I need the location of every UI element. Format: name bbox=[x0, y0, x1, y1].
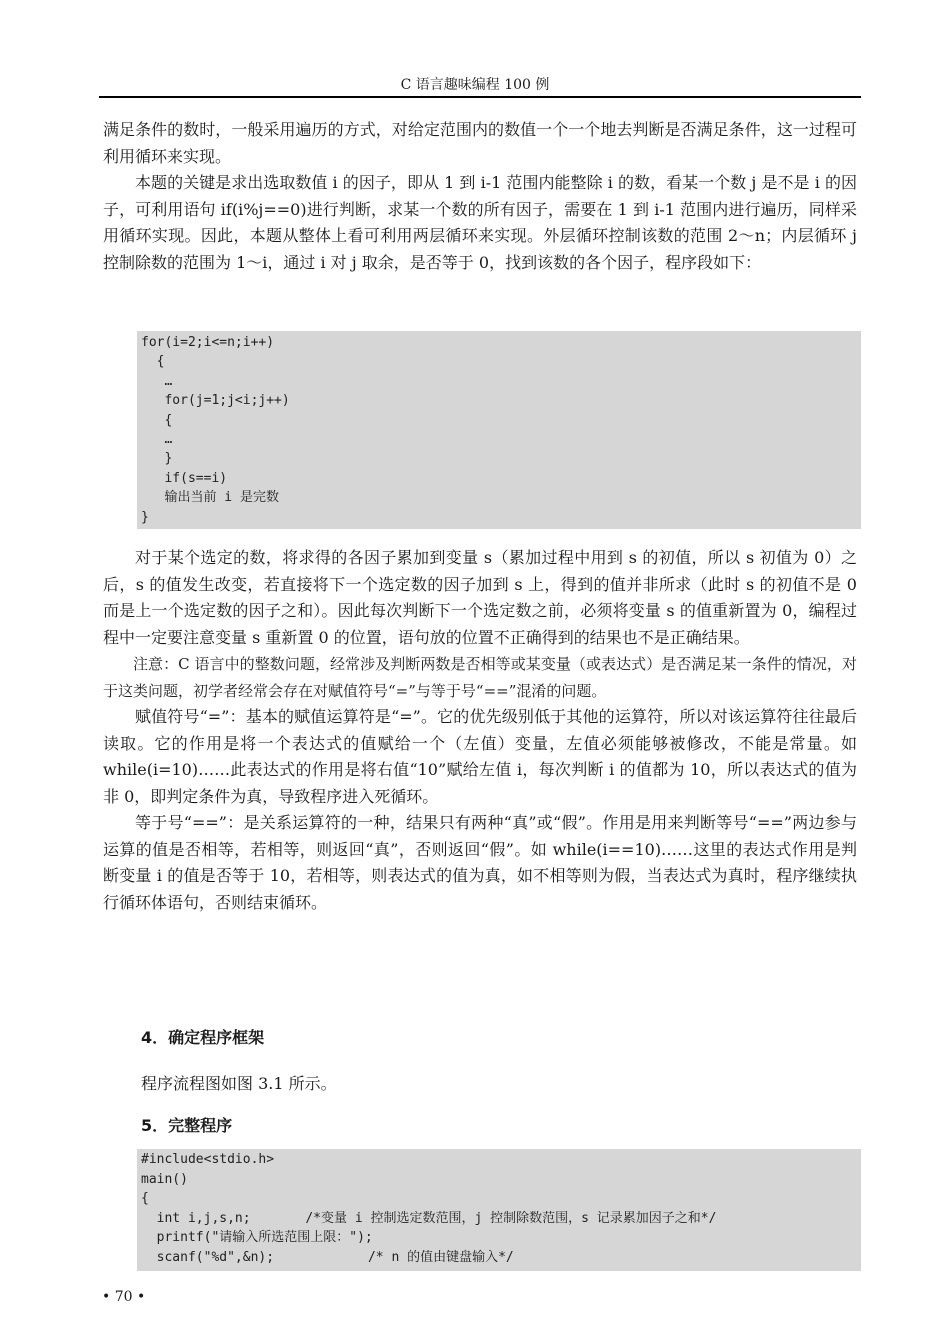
paragraph: 满足条件的数时，一般采用遍历的方式，对给定范围内的数值一个一个地去判断是否满足条件，这一过程可利用循环来实现。 bbox=[103, 120, 857, 166]
header-rule bbox=[99, 96, 861, 98]
running-header: C 语言趣味编程 100 例 bbox=[400, 77, 550, 93]
paragraph: 本题的关键是求出选取数值 i 的因子，即从 1 到 i-1 范围内能整除 i 的数，看某一个数 j 是不是 i 的因子，可利用语句 if(i%j==0)进行判断，求某一个数的所有因子，需要在 1 到 i-1 范围内进行遍历，同样采用循环实现。因此，本题从整体上看可利用两层循环来实现。外层循环控制该数的范围 2～n；内层循环 j 控制除数的范围为 1～i，通过 i 对 j 取余，是否等于 0，找到该数的各个因子，程序段如下： bbox=[103, 173, 857, 272]
code-line: scanf("%d",&n); /* n 的值由键盘输入*/ bbox=[141, 1249, 514, 1265]
code-line: for(j=1;j<i;j++) bbox=[141, 393, 290, 409]
code-block-full-program bbox=[137, 1149, 861, 1271]
body-text bbox=[103, 545, 857, 916]
code-line: { bbox=[141, 354, 165, 370]
code-line: { bbox=[141, 1191, 149, 1207]
paragraph: 对于某个选定的数，将求得的各因子累加到变量 s（累加过程中用到 s 的初值，所以 s 初值为 0）之后，s 的值发生改变，若直接将下一个选定数的因子加到 s 上，得到的值并非所求（此时 s 的初值不是 0 而是上一个选定数的因子之和）。因此每次判断下一个选定数之前，必须将变量 s 的值重新置为 0，编程过程中一定要注意变量 s 重新置 0 的位置，语句放的位置不正确得到的结果也不是正确结果。 bbox=[103, 548, 857, 647]
code-line: main() bbox=[141, 1171, 188, 1187]
intro-text bbox=[103, 117, 857, 276]
code-line: … bbox=[141, 431, 173, 447]
code-line: } bbox=[141, 509, 149, 525]
code-line: … bbox=[141, 373, 173, 389]
code-line: int i,j,s,n; /*变量 i 控制选定数范围，j 控制除数范围，s 记录累加因子之和*/ bbox=[141, 1210, 717, 1226]
code-line: 输出当前 i 是完数 bbox=[141, 490, 279, 506]
paragraph: 等于号“==”：是关系运算符的一种，结果只有两种“真”或“假”。作用是用来判断等号“==”两边参与运算的值是否相等，若相等，则返回“真”，否则返回“假”。如 while(i==10)……这里的表达式作用是判断变量 i 的值是否等于 10，若相等，则表达式的值为真，如不相等则为假，当表达式为真时，程序继续执行循环体语句，否则结束循环。 bbox=[103, 813, 857, 912]
note-paragraph: 注意：C 语言中的整数问题，经常涉及判断两数是否相等或某变量（或表达式）是否满足某一条件的情况，对于这类问题，初学者经常会存在对赋值符号“=”与等于号“==”混淆的问题。 bbox=[103, 655, 857, 700]
code-line: { bbox=[141, 412, 173, 428]
code-line: for(i=2;i<=n;i++) bbox=[141, 335, 275, 350]
page-number: • 70 • bbox=[102, 1289, 146, 1305]
section-heading-5: 5．完整程序 bbox=[141, 1116, 233, 1135]
code-line: printf("请输入所选范围上限："); bbox=[141, 1230, 373, 1246]
code-line: } bbox=[141, 451, 173, 467]
section-4-text: 程序流程图如图 3.1 所示。 bbox=[141, 1074, 337, 1093]
code-line: if(s==i) bbox=[141, 470, 228, 486]
section-heading-4: 4．确定程序框架 bbox=[141, 1028, 265, 1047]
paragraph: 赋值符号“=”：基本的赋值运算符是“=”。它的优先级别低于其他的运算符，所以对该运算符往往最后读取。它的作用是将一个表达式的值赋给一个（左值）变量，左值必须能够被修改，不能是常量。如 while(i=10)……此表达式的作用是将右值“10”赋给左值 i，每次判断 i 的值都为 10，所以表达式的值为非 0，即判定条件为真，导致程序进入死循环。 bbox=[103, 707, 857, 806]
code-line: #include<stdio.h> bbox=[141, 1152, 275, 1167]
code-block-loop-skeleton bbox=[137, 331, 861, 529]
